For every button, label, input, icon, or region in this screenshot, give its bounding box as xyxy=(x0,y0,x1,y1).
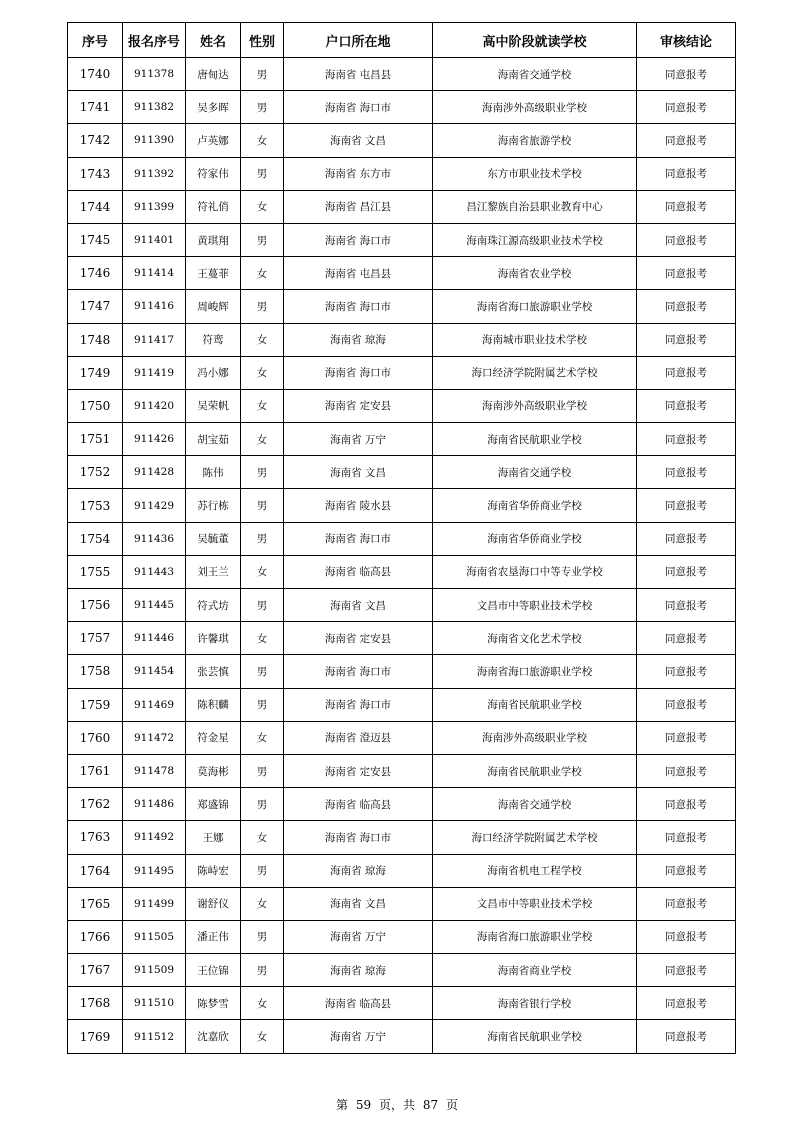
cell-result: 同意报考 xyxy=(637,124,736,157)
cell-result: 同意报考 xyxy=(637,788,736,821)
table-row xyxy=(68,754,736,787)
cell-reg: 911469 xyxy=(123,688,186,721)
cell-name: 符鸾 xyxy=(186,323,241,356)
cell-reg: 911505 xyxy=(123,920,186,953)
cell-school: 海口经济学院附属艺术学校 xyxy=(433,356,637,389)
table-row xyxy=(68,489,736,522)
table-row xyxy=(68,456,736,489)
cell-result: 同意报考 xyxy=(637,190,736,223)
cell-seq: 1741 xyxy=(68,91,123,124)
table-row xyxy=(68,522,736,555)
cell-result: 同意报考 xyxy=(637,655,736,688)
cell-school: 海南省民航职业学校 xyxy=(433,754,637,787)
cell-reg: 911382 xyxy=(123,91,186,124)
cell-name: 沈嘉欣 xyxy=(186,1020,241,1053)
cell-gender: 男 xyxy=(241,456,284,489)
cell-result: 同意报考 xyxy=(637,290,736,323)
cell-name: 潘正伟 xyxy=(186,920,241,953)
cell-school: 海南省海口旅游职业学校 xyxy=(433,920,637,953)
cell-name: 张芸慎 xyxy=(186,655,241,688)
cell-gender: 女 xyxy=(241,423,284,456)
cell-result: 同意报考 xyxy=(637,223,736,256)
table-row xyxy=(68,356,736,389)
footer-page-number: 59 xyxy=(355,1098,372,1112)
cell-gender: 女 xyxy=(241,257,284,290)
cell-reg: 911399 xyxy=(123,190,186,223)
table-row xyxy=(68,91,736,124)
table-row xyxy=(68,58,736,91)
cell-school: 海南珠江源高级职业技术学校 xyxy=(433,223,637,256)
cell-name: 黄琪翔 xyxy=(186,223,241,256)
column-header-reg: 报名序号 xyxy=(123,23,186,58)
cell-hukou: 海南省 屯昌县 xyxy=(284,257,433,290)
cell-hukou: 海南省 万宁 xyxy=(284,920,433,953)
cell-reg: 911417 xyxy=(123,323,186,356)
cell-name: 王位锦 xyxy=(186,954,241,987)
cell-result: 同意报考 xyxy=(637,356,736,389)
cell-name: 符金星 xyxy=(186,721,241,754)
cell-result: 同意报考 xyxy=(637,688,736,721)
cell-gender: 女 xyxy=(241,124,284,157)
cell-hukou: 海南省 万宁 xyxy=(284,423,433,456)
cell-gender: 男 xyxy=(241,223,284,256)
cell-hukou: 海南省 海口市 xyxy=(284,356,433,389)
cell-name: 莫海彬 xyxy=(186,754,241,787)
cell-school: 海南涉外高级职业学校 xyxy=(433,389,637,422)
column-header-gender: 性别 xyxy=(241,23,284,58)
column-header-hukou: 户口所在地 xyxy=(284,23,433,58)
cell-gender: 男 xyxy=(241,489,284,522)
cell-reg: 911426 xyxy=(123,423,186,456)
cell-name: 苏行栋 xyxy=(186,489,241,522)
cell-reg: 911390 xyxy=(123,124,186,157)
cell-seq: 1762 xyxy=(68,788,123,821)
cell-name: 陈伟 xyxy=(186,456,241,489)
cell-result: 同意报考 xyxy=(637,589,736,622)
cell-name: 王娜 xyxy=(186,821,241,854)
cell-name: 唐甸达 xyxy=(186,58,241,91)
cell-reg: 911495 xyxy=(123,854,186,887)
cell-seq: 1765 xyxy=(68,887,123,920)
cell-gender: 女 xyxy=(241,887,284,920)
table-row xyxy=(68,190,736,223)
cell-gender: 男 xyxy=(241,754,284,787)
cell-hukou: 海南省 文昌 xyxy=(284,124,433,157)
page-footer xyxy=(0,1096,794,1113)
cell-gender: 女 xyxy=(241,622,284,655)
cell-school: 海南省银行学校 xyxy=(433,987,637,1020)
table-row xyxy=(68,954,736,987)
cell-seq: 1769 xyxy=(68,1020,123,1053)
cell-hukou: 海南省 屯昌县 xyxy=(284,58,433,91)
cell-result: 同意报考 xyxy=(637,522,736,555)
cell-hukou: 海南省 文昌 xyxy=(284,456,433,489)
cell-reg: 911428 xyxy=(123,456,186,489)
cell-result: 同意报考 xyxy=(637,954,736,987)
cell-school: 昌江黎族自治县职业教育中心 xyxy=(433,190,637,223)
cell-name: 刘王兰 xyxy=(186,555,241,588)
table-row xyxy=(68,223,736,256)
cell-name: 王蔓菲 xyxy=(186,257,241,290)
cell-school: 海南省海口旅游职业学校 xyxy=(433,655,637,688)
cell-hukou: 海南省 定安县 xyxy=(284,622,433,655)
table-row xyxy=(68,423,736,456)
cell-reg: 911509 xyxy=(123,954,186,987)
cell-reg: 911486 xyxy=(123,788,186,821)
column-header-seq: 序号 xyxy=(68,23,123,58)
cell-reg: 911446 xyxy=(123,622,186,655)
cell-school: 海南省交通学校 xyxy=(433,58,637,91)
cell-reg: 911499 xyxy=(123,887,186,920)
cell-seq: 1749 xyxy=(68,356,123,389)
cell-hukou: 海南省 海口市 xyxy=(284,655,433,688)
cell-seq: 1751 xyxy=(68,423,123,456)
cell-gender: 女 xyxy=(241,356,284,389)
cell-seq: 1740 xyxy=(68,58,123,91)
cell-hukou: 海南省 昌江县 xyxy=(284,190,433,223)
cell-hukou: 海南省 文昌 xyxy=(284,589,433,622)
cell-name: 陈峙宏 xyxy=(186,854,241,887)
cell-hukou: 海南省 海口市 xyxy=(284,223,433,256)
cell-gender: 男 xyxy=(241,788,284,821)
cell-result: 同意报考 xyxy=(637,58,736,91)
cell-name: 符家伟 xyxy=(186,157,241,190)
cell-result: 同意报考 xyxy=(637,555,736,588)
cell-gender: 女 xyxy=(241,1020,284,1053)
cell-school: 海南省海口旅游职业学校 xyxy=(433,290,637,323)
footer-middle: 页，共 xyxy=(378,1098,415,1112)
cell-school: 文昌市中等职业技术学校 xyxy=(433,589,637,622)
cell-hukou: 海南省 文昌 xyxy=(284,887,433,920)
cell-reg: 911443 xyxy=(123,555,186,588)
cell-school: 海南省华侨商业学校 xyxy=(433,522,637,555)
cell-hukou: 海南省 海口市 xyxy=(284,821,433,854)
cell-seq: 1766 xyxy=(68,920,123,953)
cell-gender: 女 xyxy=(241,389,284,422)
cell-school: 东方市职业技术学校 xyxy=(433,157,637,190)
cell-reg: 911510 xyxy=(123,987,186,1020)
cell-gender: 女 xyxy=(241,821,284,854)
cell-hukou: 海南省 定安县 xyxy=(284,754,433,787)
table-row xyxy=(68,589,736,622)
cell-hukou: 海南省 临高县 xyxy=(284,555,433,588)
cell-name: 吴多晖 xyxy=(186,91,241,124)
cell-school: 文昌市中等职业技术学校 xyxy=(433,887,637,920)
cell-school: 海南涉外高级职业学校 xyxy=(433,721,637,754)
cell-reg: 911492 xyxy=(123,821,186,854)
cell-school: 海南省商业学校 xyxy=(433,954,637,987)
cell-school: 海南省交通学校 xyxy=(433,788,637,821)
footer-suffix: 页 xyxy=(445,1098,458,1112)
cell-school: 海南省机电工程学校 xyxy=(433,854,637,887)
table-row xyxy=(68,323,736,356)
cell-result: 同意报考 xyxy=(637,920,736,953)
cell-result: 同意报考 xyxy=(637,91,736,124)
table-row xyxy=(68,987,736,1020)
cell-gender: 女 xyxy=(241,323,284,356)
table-row xyxy=(68,1020,736,1053)
cell-seq: 1744 xyxy=(68,190,123,223)
cell-gender: 女 xyxy=(241,190,284,223)
cell-seq: 1768 xyxy=(68,987,123,1020)
cell-hukou: 海南省 海口市 xyxy=(284,522,433,555)
table-body xyxy=(68,58,736,1054)
cell-hukou: 海南省 东方市 xyxy=(284,157,433,190)
cell-seq: 1763 xyxy=(68,821,123,854)
table-row xyxy=(68,124,736,157)
table-row xyxy=(68,854,736,887)
cell-seq: 1743 xyxy=(68,157,123,190)
cell-gender: 男 xyxy=(241,688,284,721)
table-row xyxy=(68,389,736,422)
cell-reg: 911378 xyxy=(123,58,186,91)
cell-gender: 女 xyxy=(241,987,284,1020)
cell-name: 符式坊 xyxy=(186,589,241,622)
cell-reg: 911429 xyxy=(123,489,186,522)
cell-reg: 911420 xyxy=(123,389,186,422)
cell-seq: 1748 xyxy=(68,323,123,356)
roster-sheet xyxy=(67,22,735,1054)
column-header-result: 审核结论 xyxy=(637,23,736,58)
cell-hukou: 海南省 琼海 xyxy=(284,954,433,987)
cell-name: 周峻辉 xyxy=(186,290,241,323)
cell-seq: 1753 xyxy=(68,489,123,522)
cell-seq: 1767 xyxy=(68,954,123,987)
cell-seq: 1754 xyxy=(68,522,123,555)
cell-name: 卢英娜 xyxy=(186,124,241,157)
cell-hukou: 海南省 海口市 xyxy=(284,290,433,323)
table-row xyxy=(68,257,736,290)
table-row xyxy=(68,157,736,190)
cell-school: 海南省华侨商业学校 xyxy=(433,489,637,522)
cell-gender: 男 xyxy=(241,58,284,91)
cell-school: 海口经济学院附属艺术学校 xyxy=(433,821,637,854)
cell-school: 海南省文化艺术学校 xyxy=(433,622,637,655)
cell-result: 同意报考 xyxy=(637,987,736,1020)
table-row xyxy=(68,290,736,323)
cell-gender: 男 xyxy=(241,91,284,124)
cell-school: 海南省民航职业学校 xyxy=(433,423,637,456)
cell-school: 海南省农业学校 xyxy=(433,257,637,290)
applicant-review-table xyxy=(67,22,736,1054)
cell-seq: 1764 xyxy=(68,854,123,887)
cell-reg: 911512 xyxy=(123,1020,186,1053)
cell-name: 吴毓董 xyxy=(186,522,241,555)
table-row xyxy=(68,555,736,588)
cell-gender: 女 xyxy=(241,555,284,588)
cell-result: 同意报考 xyxy=(637,489,736,522)
cell-result: 同意报考 xyxy=(637,721,736,754)
cell-name: 陈积麟 xyxy=(186,688,241,721)
footer-total-pages: 87 xyxy=(422,1098,439,1112)
cell-gender: 男 xyxy=(241,157,284,190)
footer-prefix: 第 xyxy=(336,1098,349,1112)
cell-result: 同意报考 xyxy=(637,821,736,854)
cell-reg: 911419 xyxy=(123,356,186,389)
cell-school: 海南城市职业技术学校 xyxy=(433,323,637,356)
cell-gender: 男 xyxy=(241,920,284,953)
cell-hukou: 海南省 琼海 xyxy=(284,323,433,356)
cell-reg: 911436 xyxy=(123,522,186,555)
cell-hukou: 海南省 海口市 xyxy=(284,688,433,721)
cell-name: 陈梦雪 xyxy=(186,987,241,1020)
cell-seq: 1756 xyxy=(68,589,123,622)
cell-name: 谢舒仪 xyxy=(186,887,241,920)
cell-school: 海南省农垦海口中等专业学校 xyxy=(433,555,637,588)
table-row xyxy=(68,887,736,920)
cell-reg: 911392 xyxy=(123,157,186,190)
cell-school: 海南涉外高级职业学校 xyxy=(433,91,637,124)
cell-hukou: 海南省 陵水县 xyxy=(284,489,433,522)
cell-hukou: 海南省 万宁 xyxy=(284,1020,433,1053)
cell-seq: 1752 xyxy=(68,456,123,489)
cell-result: 同意报考 xyxy=(637,754,736,787)
cell-reg: 911416 xyxy=(123,290,186,323)
cell-result: 同意报考 xyxy=(637,887,736,920)
cell-reg: 911454 xyxy=(123,655,186,688)
table-row xyxy=(68,688,736,721)
cell-gender: 男 xyxy=(241,854,284,887)
cell-reg: 911414 xyxy=(123,257,186,290)
cell-result: 同意报考 xyxy=(637,622,736,655)
header-row xyxy=(68,23,736,58)
table-row xyxy=(68,655,736,688)
table-header xyxy=(68,23,736,58)
cell-seq: 1761 xyxy=(68,754,123,787)
column-header-name: 姓名 xyxy=(186,23,241,58)
cell-reg: 911472 xyxy=(123,721,186,754)
cell-school: 海南省交通学校 xyxy=(433,456,637,489)
cell-result: 同意报考 xyxy=(637,389,736,422)
cell-name: 郑盛锦 xyxy=(186,788,241,821)
cell-seq: 1755 xyxy=(68,555,123,588)
cell-gender: 男 xyxy=(241,954,284,987)
cell-school: 海南省民航职业学校 xyxy=(433,1020,637,1053)
cell-name: 冯小娜 xyxy=(186,356,241,389)
cell-result: 同意报考 xyxy=(637,854,736,887)
cell-hukou: 海南省 临高县 xyxy=(284,788,433,821)
cell-seq: 1757 xyxy=(68,622,123,655)
cell-result: 同意报考 xyxy=(637,1020,736,1053)
cell-reg: 911401 xyxy=(123,223,186,256)
cell-hukou: 海南省 定安县 xyxy=(284,389,433,422)
cell-gender: 男 xyxy=(241,589,284,622)
cell-seq: 1746 xyxy=(68,257,123,290)
cell-hukou: 海南省 海口市 xyxy=(284,91,433,124)
cell-name: 许馨琪 xyxy=(186,622,241,655)
cell-gender: 男 xyxy=(241,522,284,555)
cell-name: 符礼俏 xyxy=(186,190,241,223)
cell-hukou: 海南省 澄迈县 xyxy=(284,721,433,754)
cell-hukou: 海南省 琼海 xyxy=(284,854,433,887)
table-row xyxy=(68,721,736,754)
cell-result: 同意报考 xyxy=(637,423,736,456)
cell-result: 同意报考 xyxy=(637,157,736,190)
cell-hukou: 海南省 临高县 xyxy=(284,987,433,1020)
cell-seq: 1750 xyxy=(68,389,123,422)
table-row xyxy=(68,821,736,854)
cell-result: 同意报考 xyxy=(637,456,736,489)
cell-school: 海南省旅游学校 xyxy=(433,124,637,157)
cell-gender: 男 xyxy=(241,290,284,323)
cell-reg: 911478 xyxy=(123,754,186,787)
cell-gender: 女 xyxy=(241,721,284,754)
cell-seq: 1760 xyxy=(68,721,123,754)
cell-reg: 911445 xyxy=(123,589,186,622)
cell-seq: 1742 xyxy=(68,124,123,157)
cell-name: 胡宝茹 xyxy=(186,423,241,456)
column-header-school: 高中阶段就读学校 xyxy=(433,23,637,58)
cell-school: 海南省民航职业学校 xyxy=(433,688,637,721)
cell-seq: 1758 xyxy=(68,655,123,688)
cell-result: 同意报考 xyxy=(637,323,736,356)
table-row xyxy=(68,622,736,655)
table-row xyxy=(68,788,736,821)
cell-result: 同意报考 xyxy=(637,257,736,290)
table-row xyxy=(68,920,736,953)
cell-seq: 1745 xyxy=(68,223,123,256)
cell-name: 吴荣帆 xyxy=(186,389,241,422)
cell-seq: 1747 xyxy=(68,290,123,323)
cell-gender: 男 xyxy=(241,655,284,688)
cell-seq: 1759 xyxy=(68,688,123,721)
